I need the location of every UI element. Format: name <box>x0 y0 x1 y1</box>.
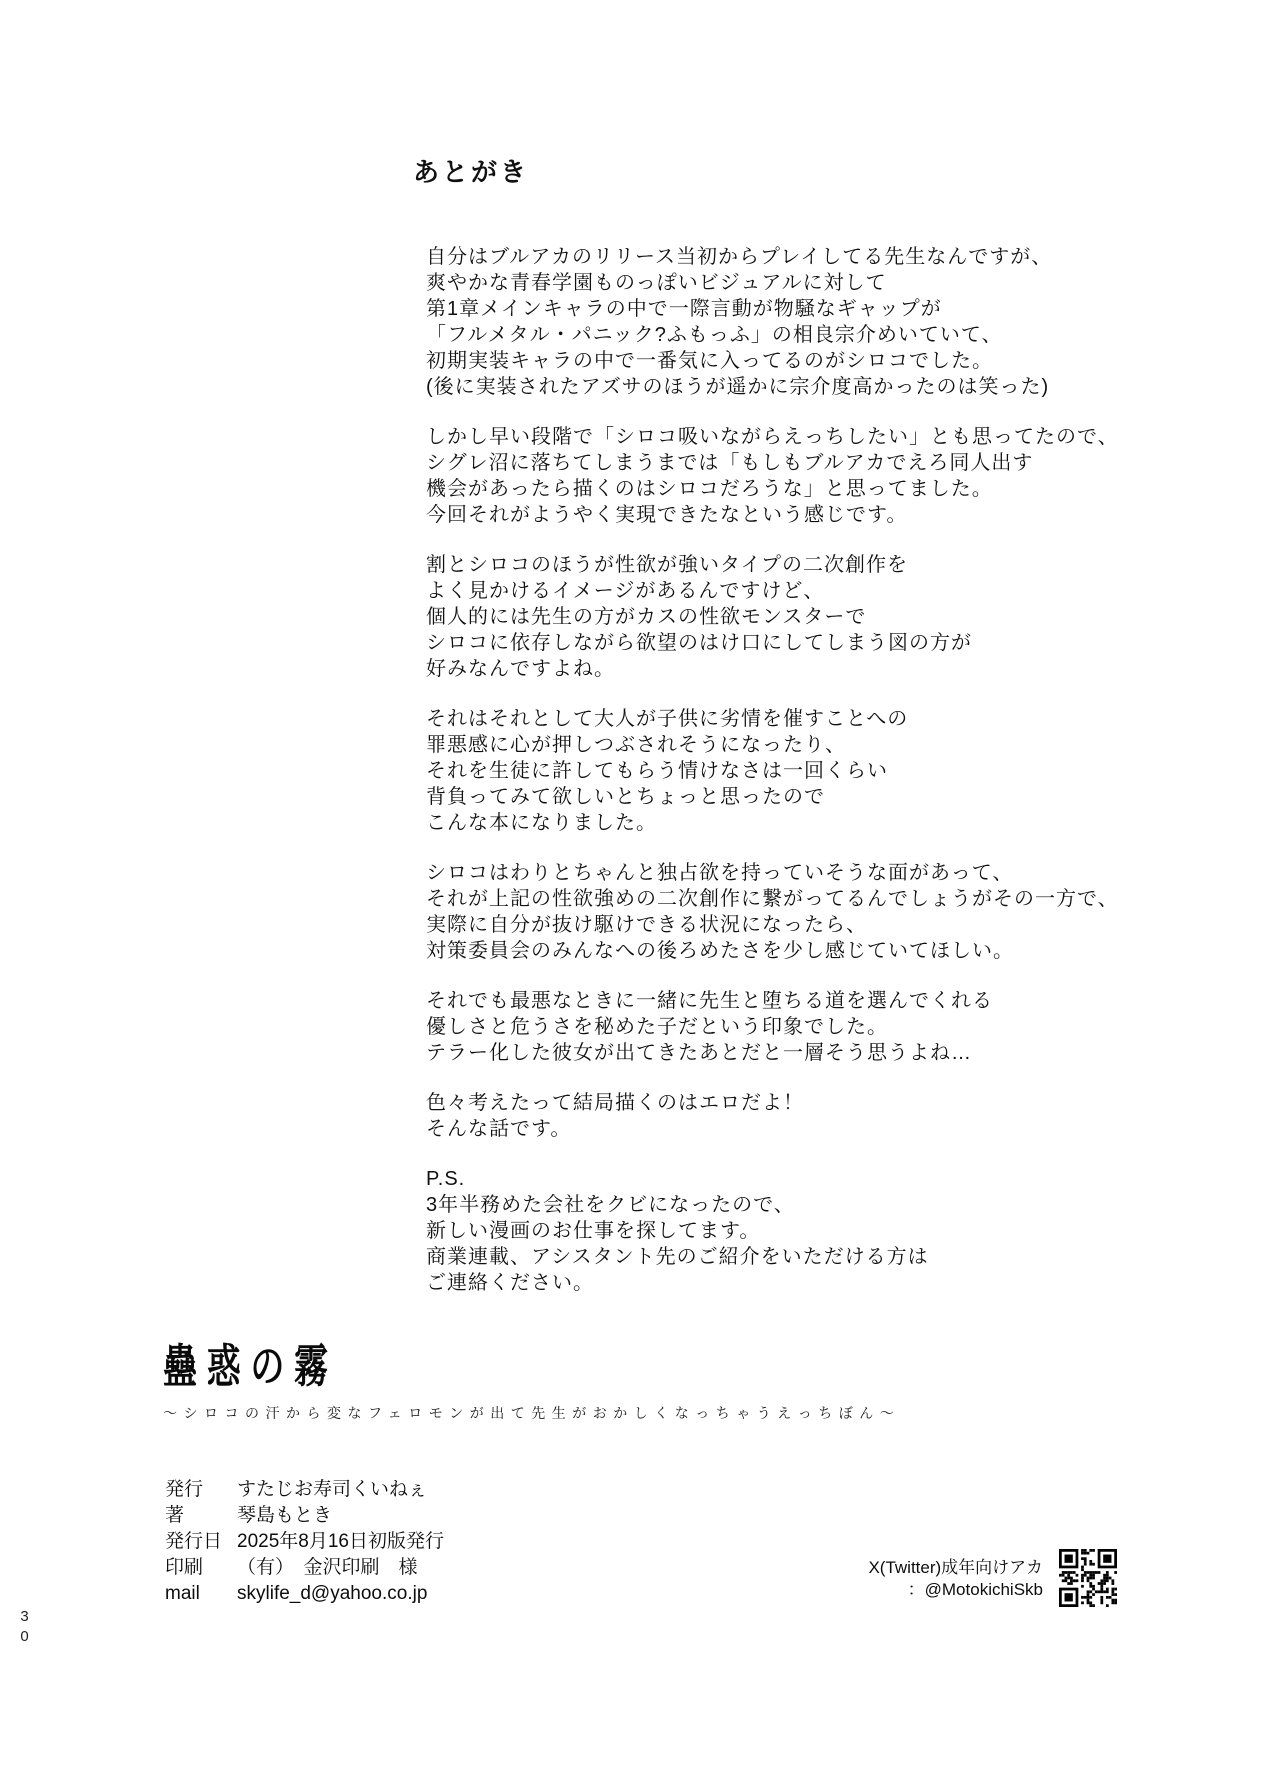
colophon-label: 発行日 <box>165 1531 223 1552</box>
afterword-paragraph: 自分はブルアカのリリース当初からプレイしてる先生なんですが、 爽やかな青春学園ものっぽいビジュアルに対して 第1章メインキャラの中で一際言動が物騒なギャップが 「フルメタル・パニック?ふもっふ」の相良宗介めいていて、 初期実装キャラの中で一番気に入ってるのがシロコでした。 (後に実装されたアズサのほうが遥かに宗介度高かったのは笑った) <box>426 246 1053 398</box>
qr-code-icon <box>1059 1548 1117 1608</box>
colophon-value: 琴島もとき <box>237 1505 333 1526</box>
colophon-value: すたじお寿司くいねぇ <box>237 1479 428 1500</box>
colophon-label: 印刷 <box>165 1557 204 1578</box>
afterword-heading: あとがき <box>413 157 530 187</box>
colophon-row <box>165 1529 444 1555</box>
sns-note-line2: ：@MotokichiSkb <box>907 1580 1043 1599</box>
colophon-row <box>165 1503 444 1529</box>
colophon-row <box>165 1477 444 1503</box>
page-number: 30 <box>16 1608 33 1648</box>
colophon-value: skylife_d@yahoo.co.jp <box>237 1583 428 1604</box>
sns-note <box>868 1557 1043 1601</box>
afterword-paragraph: P.S. 3年半務めた会社をクビになったので、 新しい漫画のお仕事を探してます。 商業連載、アシスタント先のご紹介をいただける方は ご連絡ください。 <box>426 1168 929 1294</box>
afterword-paragraph: 色々考えたって結局描くのはエロだよ！ そんな話です。 <box>426 1092 804 1140</box>
book-title-block <box>163 1341 901 1423</box>
colophon-label: 著 <box>165 1505 185 1526</box>
book-title: 蠱惑の霧 <box>163 1341 338 1392</box>
afterword-paragraph: それでも最悪なときに一緒に先生と堕ちる道を選んでくれる 優しさと危うさを秘めた子だという印象でした。 テラー化した彼女が出てきたあとだと一層そう思うよね… <box>426 990 993 1064</box>
colophon-value: 2025年8月16日初版発行 <box>237 1531 444 1552</box>
sns-note-line1: X(Twitter)成年向けアカ <box>868 1558 1043 1577</box>
colophon-label: mail <box>165 1583 200 1604</box>
afterword-body <box>426 244 1166 1320</box>
colophon-label: 発行 <box>165 1479 204 1500</box>
colophon-row <box>165 1581 444 1607</box>
colophon-row <box>165 1555 444 1581</box>
afterword-paragraph: シロコはわりとちゃんと独占欲を持っていそうな面があって、 それが上記の性欲強めの二次創作に繋がってるんでしょうがその一方で、 実際に自分が抜け駆けできる状況になったら、 対策委員会のみんなへの後ろめたさを少し感じていてほしい。 <box>426 862 1119 962</box>
book-subtitle: 〜シロコの汗から変なフェロモンが出て先生がおかしくなっちゃうえっちぼん〜 <box>163 1407 901 1422</box>
afterword-paragraph: 割とシロコのほうが性欲が強いタイプの二次創作を よく見かけるイメージがあるんですけど、 個人的には先生の方がカスの性欲モンスターで シロコに依存しながら欲望のはけ口にしてしまう図の方が 好みなんですよね。 <box>426 554 972 680</box>
colophon-value: （有） 金沢印刷 様 <box>237 1557 418 1578</box>
colophon <box>165 1477 444 1607</box>
afterword-paragraph: それはそれとして大人が子供に劣情を催すことへの 罪悪感に心が押しつぶされそうになったり、 それを生徒に許してもらう情けなさは一回くらい 背負ってみて欲しいとちょっと思ったので こんな本になりました。 <box>426 708 909 834</box>
afterword-paragraph: しかし早い段階で「シロコ吸いながらえっちしたい」とも思ってたので、 シグレ沼に落ちてしまうまでは「もしもブルアカでえろ同人出す 機会があったら描くのはシロコだろうな」と思ってました。 今回それがようやく実現できたなという感じです。 <box>426 426 1119 526</box>
